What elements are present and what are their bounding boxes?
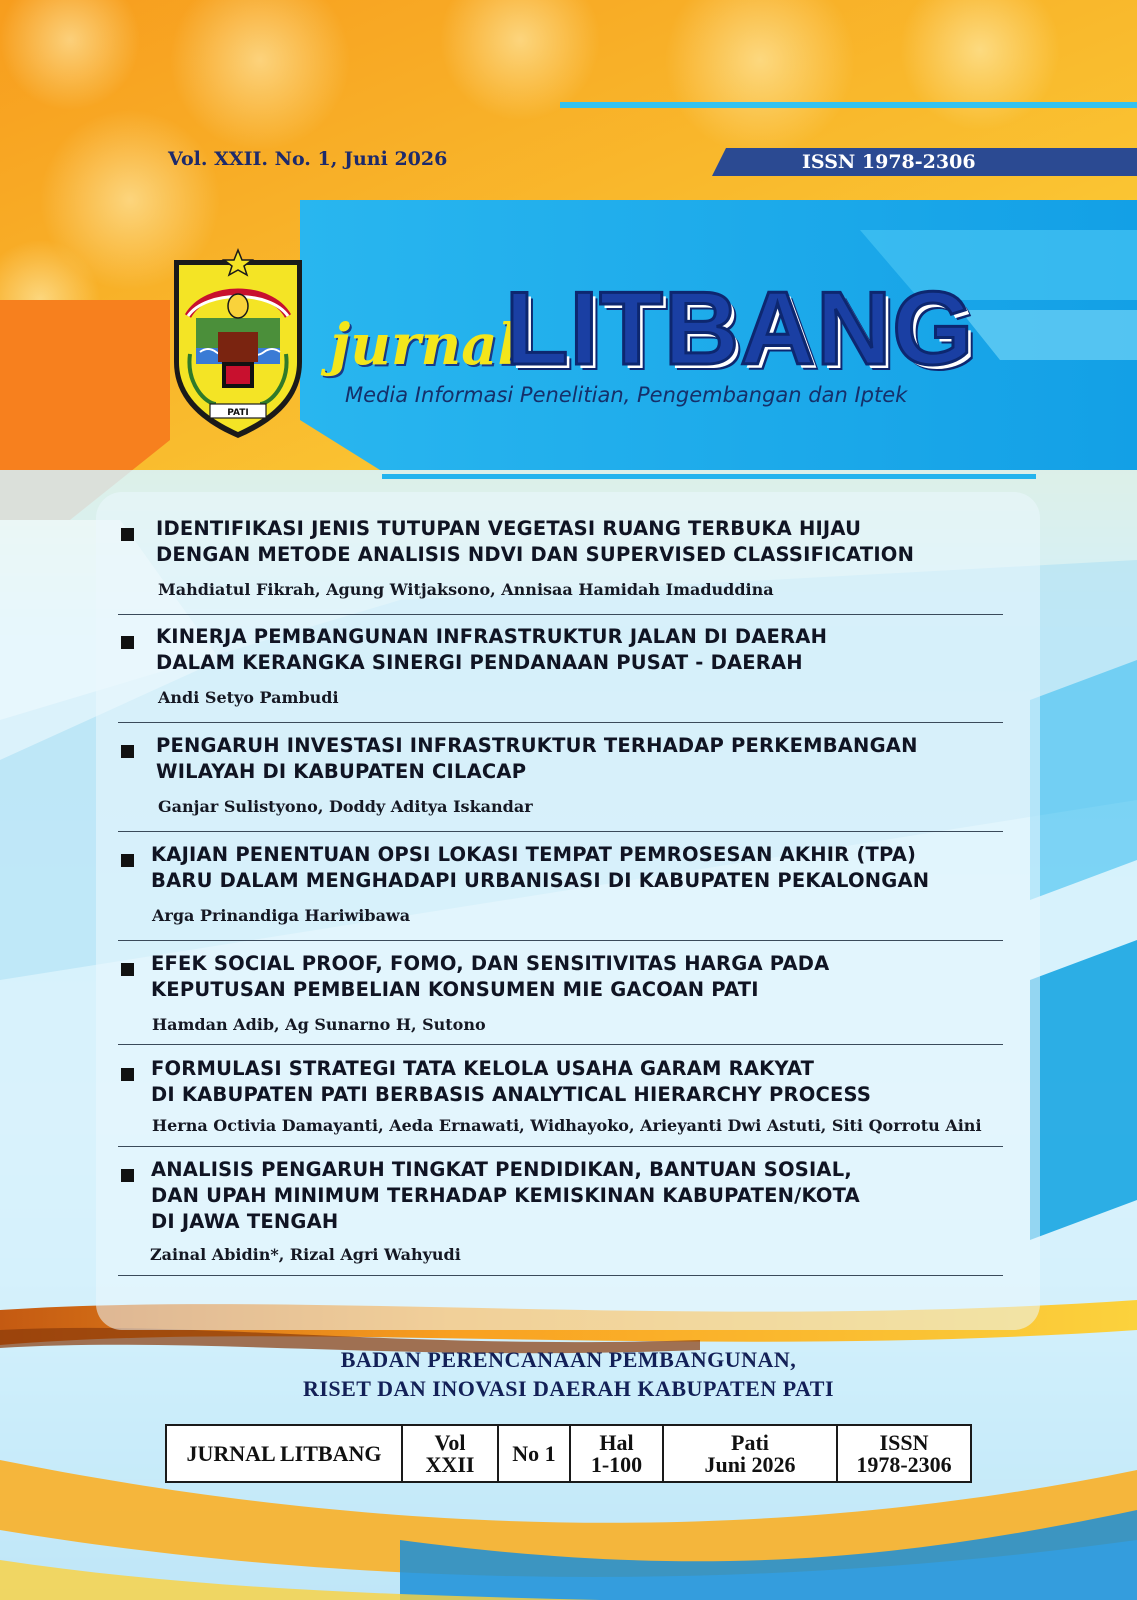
article-item [118,842,1003,941]
info-pages: Hal 1-100 [570,1425,663,1482]
article-authors: Mahdiatul Fikrah, Agung Witjaksono, Annisaa Hamidah Imaduddina [158,580,774,599]
article-authors: Arga Prinandiga Hariwibawa [152,906,411,925]
article-title: KINERJA PEMBANGUNAN INFRASTRUKTUR JALAN DI DAERAH DALAM KERANGKA SINERGI PENDANAAN PUSAT - DAERAH [156,625,828,674]
bullet-icon [121,745,134,758]
emblem-label: PATI [227,408,249,418]
article-item [118,1056,1003,1147]
bullet-icon [121,636,134,649]
article-item [118,624,1003,723]
article-authors: Zainal Abidin*, Rizal Agri Wahyudi [150,1245,461,1264]
journal-info-table [165,1424,972,1483]
article-title: IDENTIFIKASI JENIS TUTUPAN VEGETASI RUANG TERBUKA HIJAU DENGAN METODE ANALISIS NDVI DAN SUPERVISED CLASSIFICATION [156,517,915,566]
info-place-date: Pati Juni 2026 [663,1425,837,1482]
article-item [118,951,1003,1045]
article-item [118,733,1003,832]
masthead-litbang: LITBANG [505,271,975,387]
article-title: FORMULASI STRATEGI TATA KELOLA USAHA GARAM RAKYAT DI KABUPATEN PATI BERBASIS ANALYTICAL HIERARCHY PROCESS [151,1057,872,1106]
issn-number: ISSN 1978-2306 [802,151,976,173]
masthead-tagline: Media Informasi Penelitian, Pengembangan dan Iptek [345,383,908,407]
bullet-icon [121,528,134,541]
publisher-line-2: RISET DAN INOVASI DAERAH KABUPATEN PATI [302,1376,835,1401]
article-item [118,516,1003,615]
article-title: EFEK SOCIAL PROOF, FOMO, DAN SENSITIVITAS HARGA PADA KEPUTUSAN PEMBELIAN KONSUMEN MIE GACOAN PATI [151,952,830,1001]
bullet-icon [121,1068,134,1081]
article-title: ANALISIS PENGARUH TINGKAT PENDIDIKAN, BANTUAN SOSIAL, DAN UPAH MINIMUM TERHADAP KEMISKINAN KABUPATEN/KOTA DI JAWA TENGAH [151,1158,860,1233]
volume-line: Vol. XXII. No. 1, Juni 2026 [168,148,448,170]
bullet-icon [121,963,134,976]
article-item [118,1157,1003,1276]
info-issn: ISSN 1978-2306 [837,1425,971,1482]
article-authors: Herna Octivia Damayanti, Aeda Ernawati, Widhayoko, Arieyanti Dwi Astuti, Siti Qorrotu Aini [152,1116,982,1135]
article-authors: Ganjar Sulistyono, Doddy Aditya Iskandar [158,797,533,816]
info-volume: Vol XXII [402,1425,498,1482]
info-number: No 1 [498,1425,570,1482]
bullet-icon [121,854,134,867]
bullet-icon [121,1169,134,1182]
article-title: KAJIAN PENENTUAN OPSI LOKASI TEMPAT PEMROSESAN AKHIR (TPA) BARU DALAM MENGHADAPI URBANISASI DI KABUPATEN PEKALONGAN [151,843,930,892]
article-authors: Hamdan Adib, Ag Sunarno H, Sutono [152,1015,486,1034]
pati-regency-emblem-icon [166,244,310,440]
article-authors: Andi Setyo Pambudi [158,688,339,707]
article-title: PENGARUH INVESTASI INFRASTRUKTUR TERHADAP PERKEMBANGAN WILAYAH DI KABUPATEN CILACAP [156,734,918,783]
masthead-jurnal: jurnal [330,312,519,378]
publisher-line-1: BADAN PERENCANAAN PEMBANGUNAN, [340,1347,797,1372]
info-journal: JURNAL LITBANG [166,1425,402,1482]
